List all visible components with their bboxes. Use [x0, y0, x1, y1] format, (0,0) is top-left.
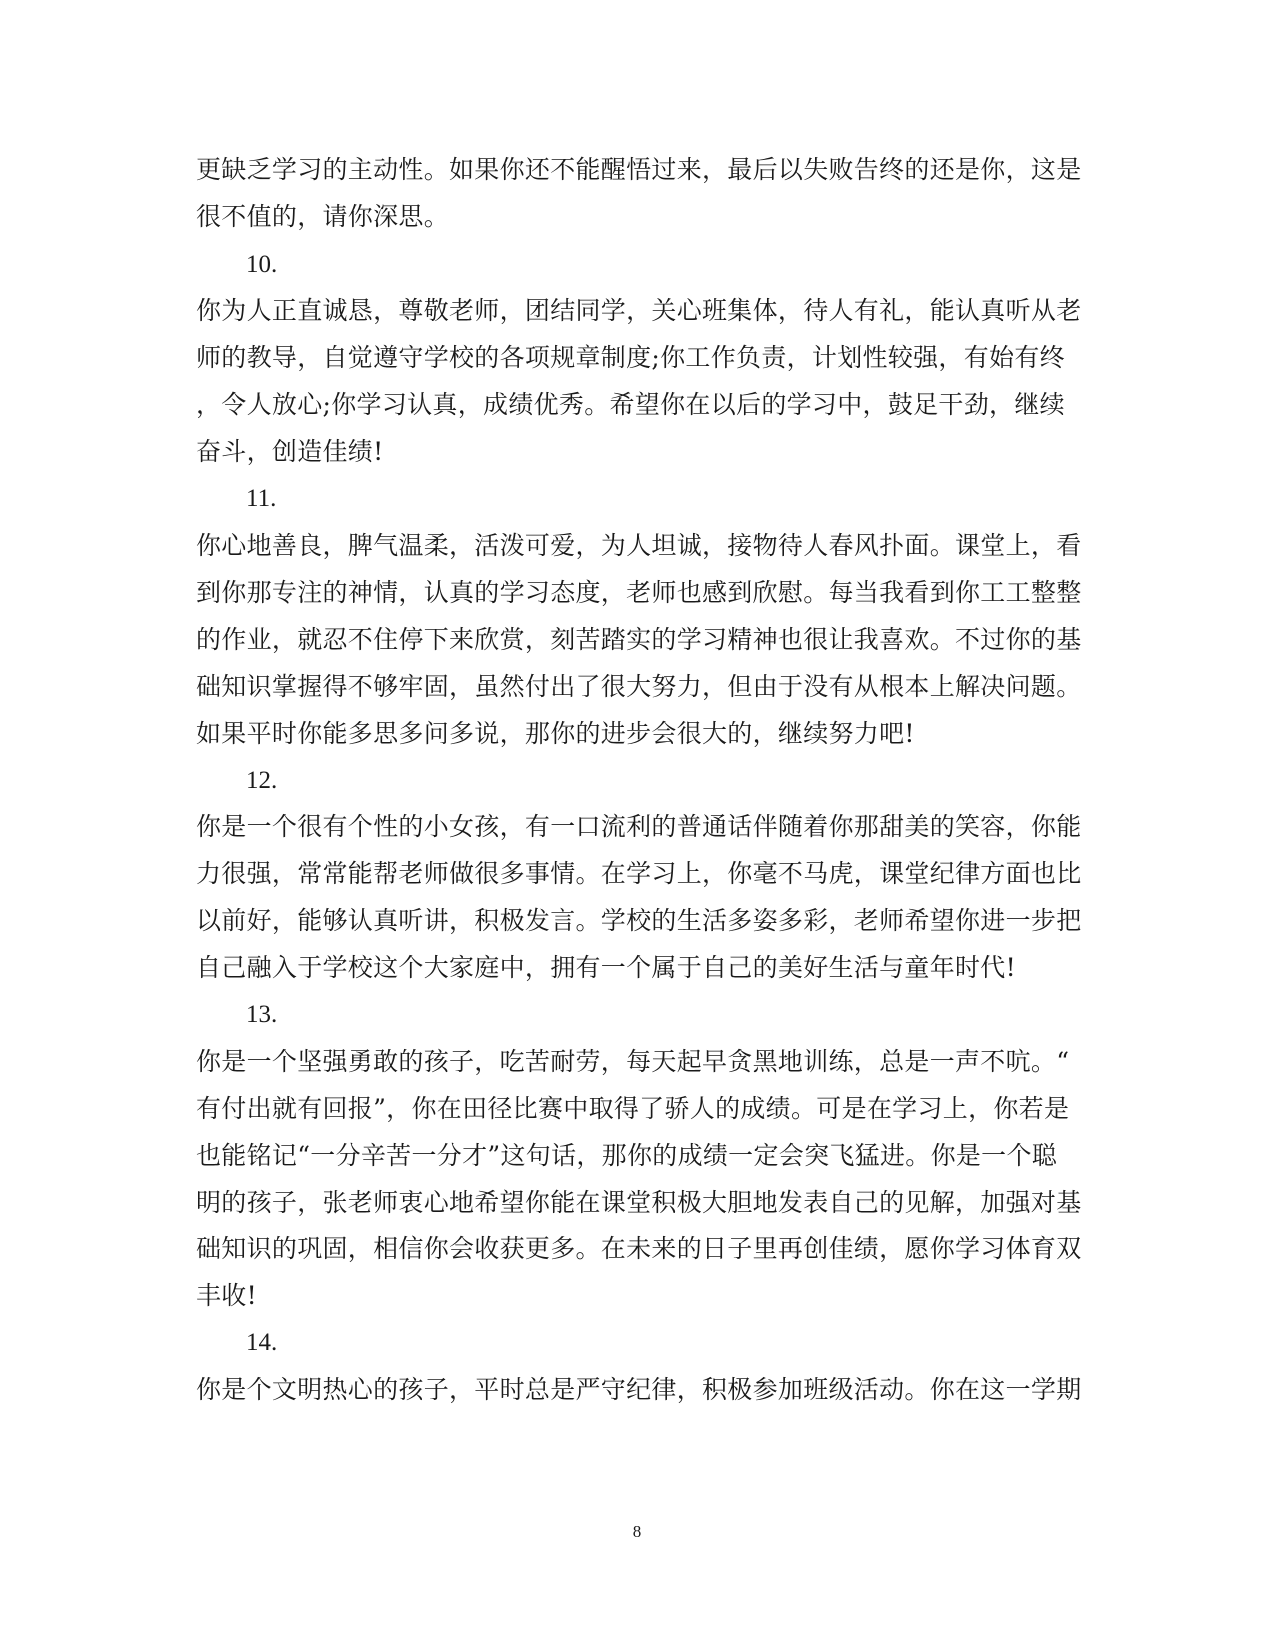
text-line: 的作业，就忍不住停下来欣赏，刻苦踏实的学习精神也很让我喜欢。不过你的基	[196, 625, 1082, 654]
item-number: 14.	[246, 1329, 278, 1356]
text-line: 力很强，常常能帮老师做很多事情。在学习上，你毫不马虎，课堂纪律方面也比	[196, 859, 1082, 888]
text-line: 你是一个很有个性的小女孩，有一口流利的普通话伴随着你那甜美的笑容，你能	[196, 812, 1082, 841]
text-line: 如果平时你能多思多问多说，那你的进步会很大的，继续努力吧!	[196, 719, 915, 748]
item-number: 13.	[246, 1001, 278, 1028]
text-line: 到你那专注的神情，认真的学习态度，老师也感到欣慰。每当我看到你工工整整	[196, 578, 1082, 607]
item-number: 10.	[246, 251, 278, 278]
text-line: 你是一个坚强勇敢的孩子，吃苦耐劳，每天起早贪黑地训练，总是一声不吭。“	[196, 1047, 1070, 1076]
page-number: 8	[632, 1522, 642, 1541]
text-line: 师的教导，自觉遵守学校的各项规章制度;你工作负责，计划性较强，有始有终	[196, 343, 1065, 372]
text-line: 你心地善良，脾气温柔，活泼可爱，为人坦诚，接物待人春风扑面。课堂上，看	[196, 531, 1082, 560]
text-line: 更缺乏学习的主动性。如果你还不能醒悟过来，最后以失败告终的还是你，这是	[196, 155, 1082, 184]
item-number: 12.	[246, 767, 278, 794]
text-line: 很不值的，请你深思。	[196, 202, 450, 231]
text-line: 以前好，能够认真听讲，积极发言。学校的生活多姿多彩，老师希望你进一步把	[196, 906, 1082, 935]
text-line: 奋斗，创造佳绩!	[196, 437, 384, 466]
text-line: 础知识掌握得不够牢固，虽然付出了很大努力，但由于没有从根本上解决问题。	[196, 672, 1082, 701]
text-line: 你为人正直诚恳，尊敬老师，团结同学，关心班集体，待人有礼，能认真听从老	[196, 296, 1082, 325]
text-line: 明的孩子，张老师衷心地希望你能在课堂积极大胆地发表自己的见解，加强对基	[196, 1188, 1082, 1217]
item-number: 11.	[246, 485, 277, 512]
text-line: 你是个文明热心的孩子，平时总是严守纪律，积极参加班级活动。你在这一学期	[196, 1375, 1082, 1404]
text-line: 也能铭记“一分辛苦一分才”这句话，那你的成绩一定会突飞猛进。你是一个聪	[196, 1141, 1058, 1170]
text-line: 自己融入于学校这个大家庭中，拥有一个属于自己的美好生活与童年时代!	[196, 953, 1016, 982]
text-line: 丰收!	[196, 1281, 257, 1310]
text-line: ，令人放心;你学习认真，成绩优秀。希望你在以后的学习中，鼓足干劲，继续	[196, 390, 1065, 419]
text-line: 有付出就有回报”，你在田径比赛中取得了骄人的成绩。可是在学习上，你若是	[196, 1094, 1070, 1123]
text-line: 础知识的巩固，相信你会收获更多。在未来的日子里再创佳绩，愿你学习体育双	[196, 1234, 1082, 1263]
